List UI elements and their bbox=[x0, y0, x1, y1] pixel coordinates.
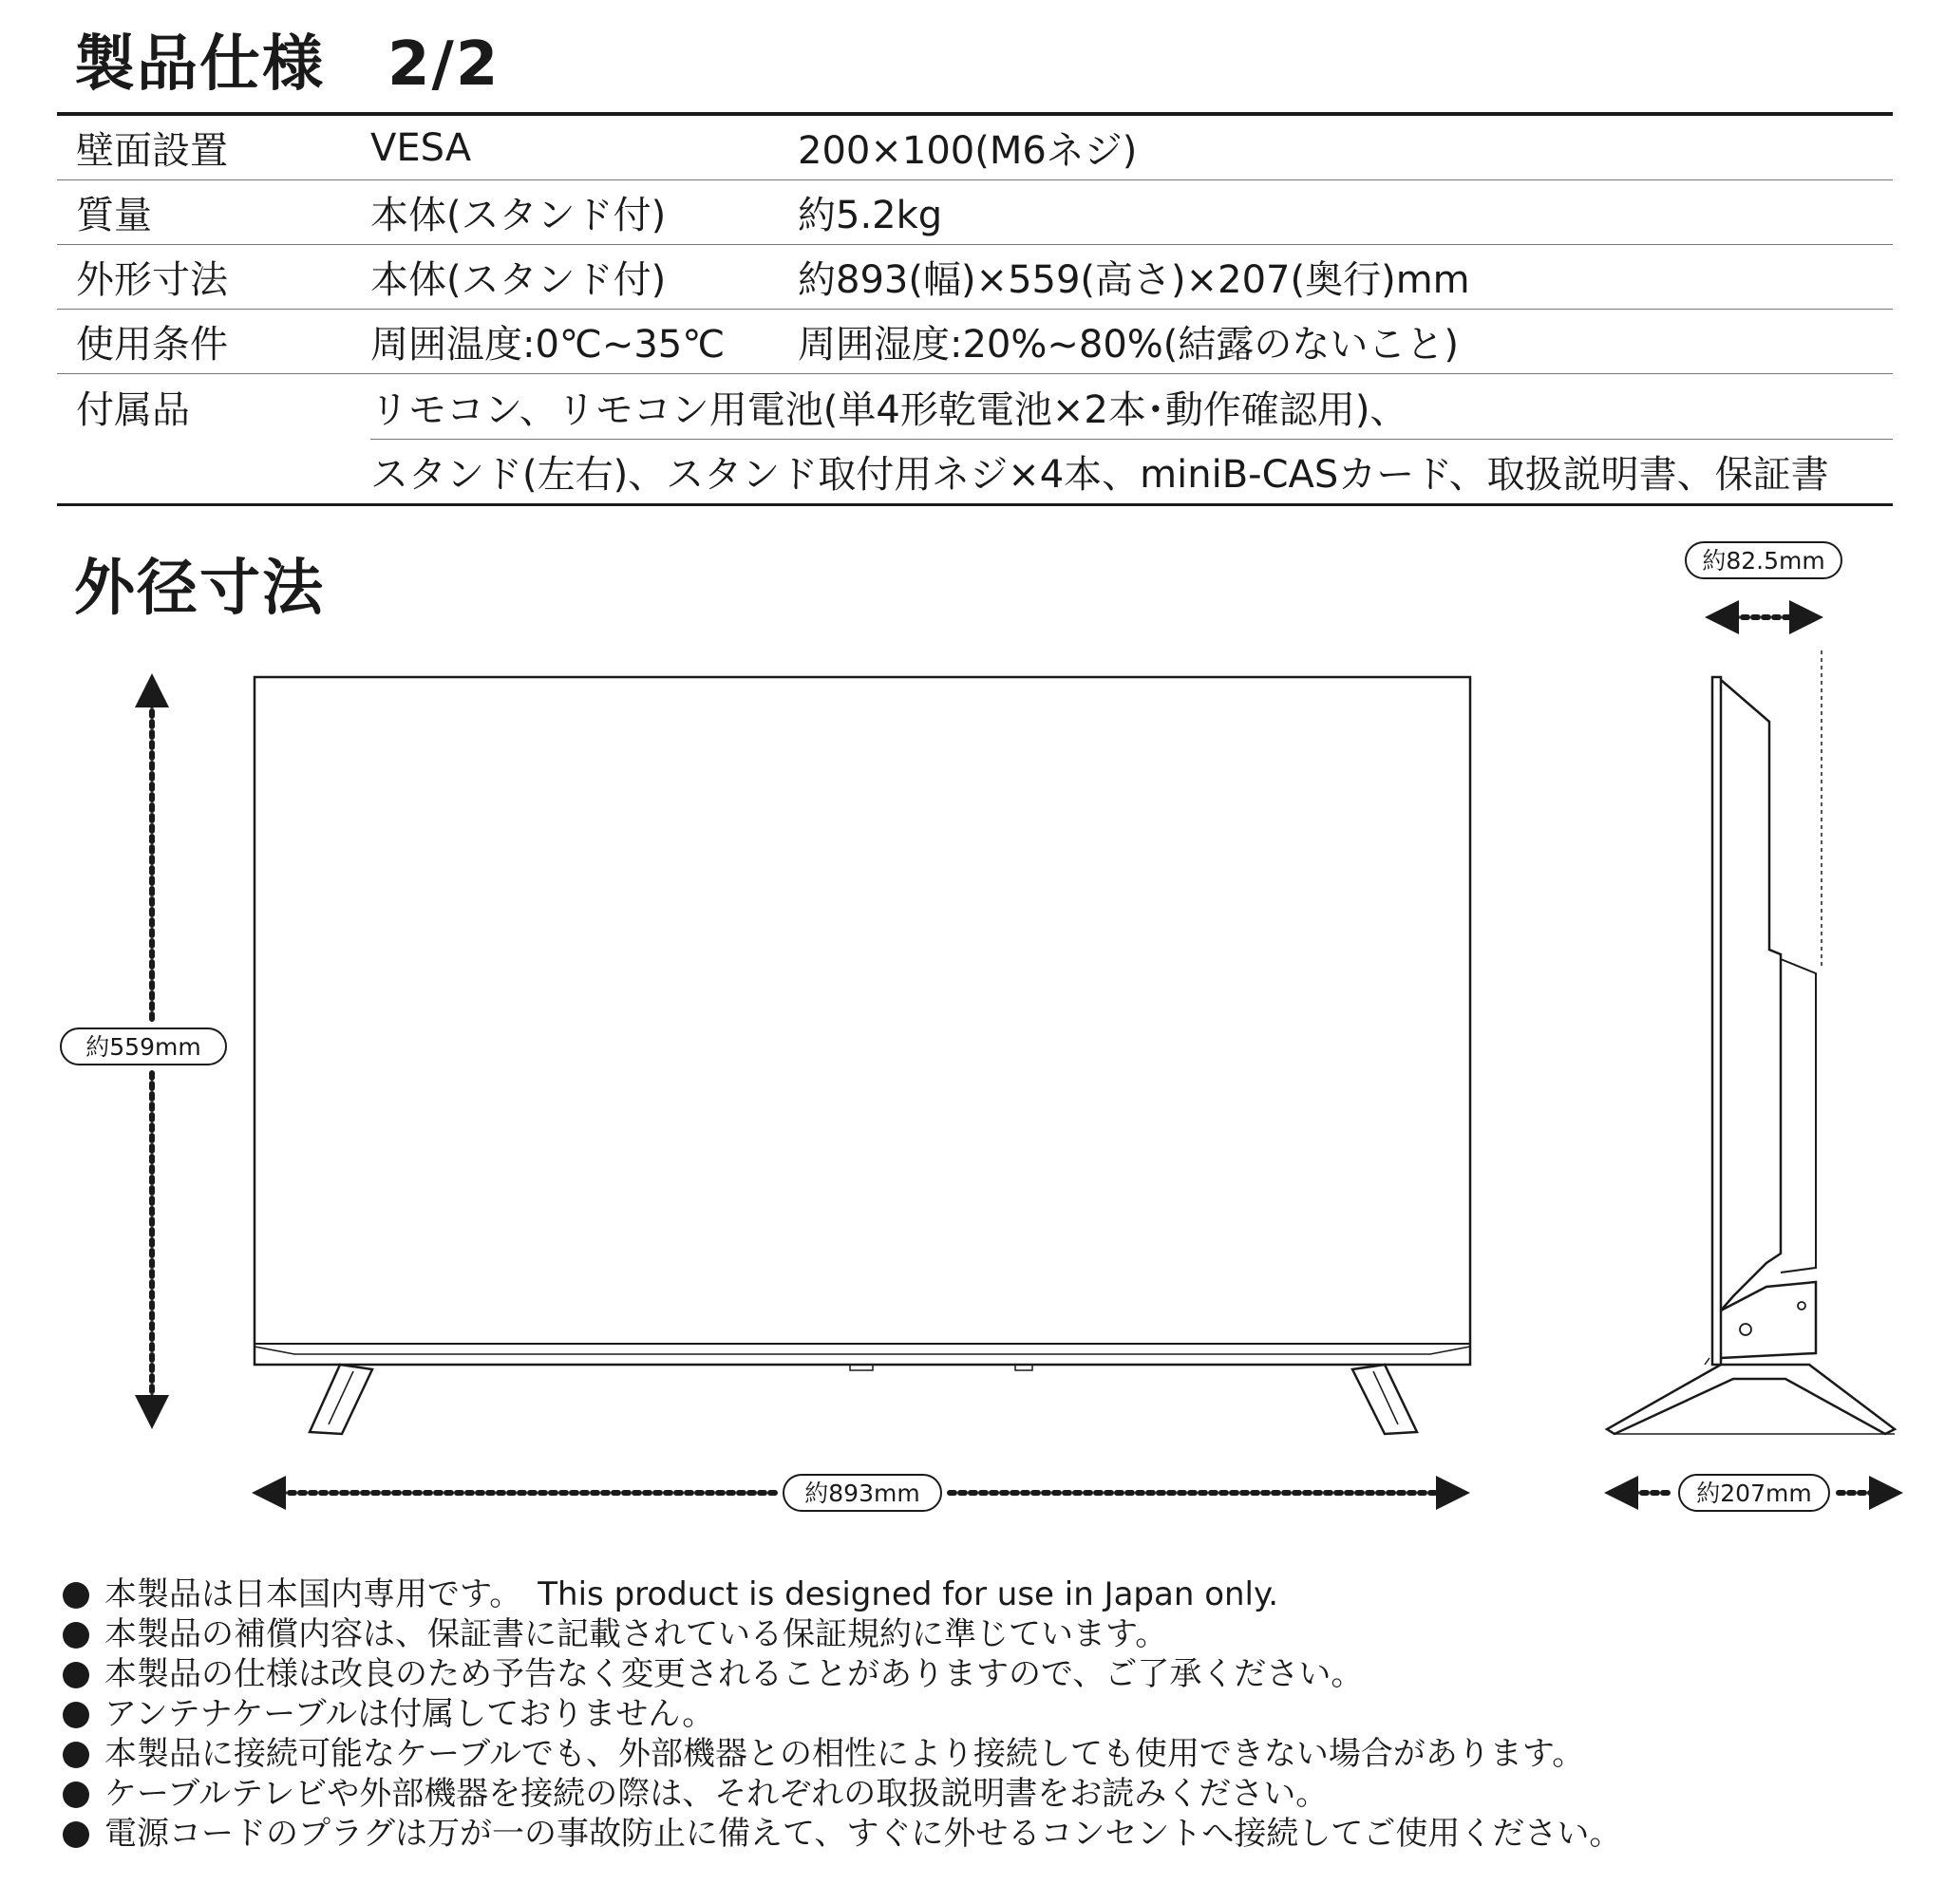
spec-label: 使用条件 bbox=[76, 323, 228, 367]
dimensions-title: 外径寸法 bbox=[74, 554, 325, 624]
spec-label: 壁面設置 bbox=[76, 129, 228, 173]
note-item: 電源コードのプラグは万が一の事故防止に備えて、すぐに外せるコンセントへ接続してご使用ください。 bbox=[63, 1814, 1621, 1854]
note-item: アンテナケーブルは付属しておりません。 bbox=[63, 1694, 1621, 1734]
side-stand bbox=[1607, 1365, 1895, 1434]
spec-title: 製品仕様 2/2 bbox=[74, 29, 500, 100]
tv-screen-outline bbox=[255, 677, 1470, 1365]
note-item: 本製品は日本国内専用です。 This product is designed for use in Japan only. bbox=[63, 1574, 1621, 1614]
depth-dimension bbox=[1621, 1475, 1886, 1511]
notes-list bbox=[63, 1574, 1621, 1854]
spec-value: 約893(幅)×559(高さ)×207(奥行)mm bbox=[798, 258, 1470, 302]
thickness-label: 約82.5mm bbox=[1702, 547, 1825, 575]
spec-sub: 本体(スタンド付) bbox=[370, 194, 667, 237]
note-item: 本製品に接続可能なケーブルでも、外部機器との相性により接続しても使用できない場合があります。 bbox=[63, 1734, 1621, 1774]
spec-sub: 本体(スタンド付) bbox=[370, 258, 667, 302]
spec-label: 外形寸法 bbox=[76, 258, 228, 302]
note-item: 本製品の補償内容は、保証書に記載されている保証規約に準じています。 bbox=[63, 1614, 1621, 1654]
right-stand bbox=[1352, 1365, 1417, 1434]
width-dimension bbox=[269, 1475, 1453, 1511]
thickness-dimension bbox=[1686, 542, 1841, 617]
note-item: 本製品の仕様は改良のため予告なく変更されることがありますので、ご了承ください。 bbox=[63, 1654, 1621, 1694]
side-panel-front bbox=[1712, 677, 1721, 1365]
spec-sub: VESA bbox=[370, 125, 472, 170]
height-label: 約559mm bbox=[85, 1033, 201, 1061]
depth-label: 約207mm bbox=[1696, 1480, 1812, 1507]
tv-side-view bbox=[1607, 650, 1895, 1434]
spec-value: 約5.2kg bbox=[798, 194, 943, 237]
note-item: ケーブルテレビや外部機器を接続の際は、それぞれの取扱説明書をお読みください。 bbox=[63, 1774, 1621, 1814]
accessories-line-2: スタンド(左右)、スタンド取付用ネジ×4本、miniB-CASカード、取扱説明書、保証書 bbox=[370, 452, 1829, 497]
spec-sub: 周囲温度:0℃~35℃ bbox=[370, 323, 726, 367]
spec-label: 付属品 bbox=[76, 387, 190, 432]
spec-value: 周囲湿度:20%~80%(結露のないこと) bbox=[798, 323, 1460, 367]
spec-label: 質量 bbox=[76, 194, 152, 237]
spec-value: 200×100(M6ネジ) bbox=[798, 129, 1138, 173]
width-label: 約893mm bbox=[804, 1480, 920, 1507]
tv-front-view bbox=[255, 677, 1470, 1434]
accessories-line-1: リモコン、リモコン用電池(単4形乾電池×2本･動作確認用)、 bbox=[370, 387, 1408, 432]
height-dimension bbox=[61, 690, 226, 1412]
